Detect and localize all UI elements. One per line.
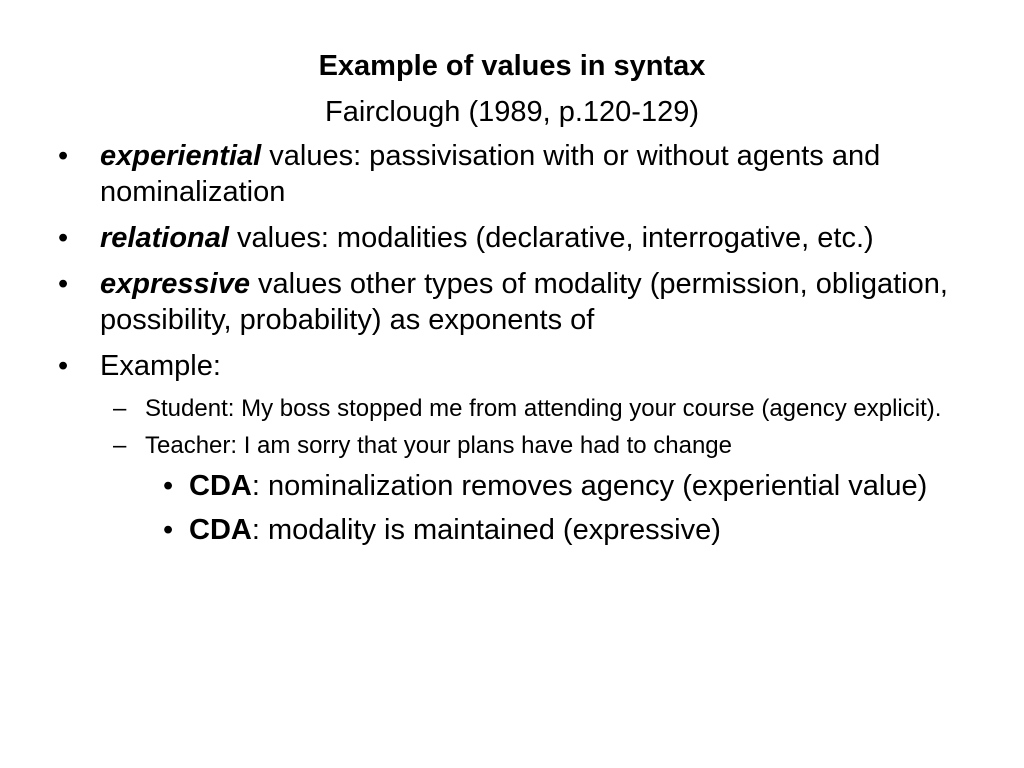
slide-content xyxy=(0,138,1000,556)
bullet-icon: • xyxy=(163,470,174,502)
cda-item-modality xyxy=(0,512,1000,548)
bullet-text: values other types of modality (permission, obligation, possibility, probability) as exponents of xyxy=(100,268,948,336)
bullet-term: expressive xyxy=(100,268,250,300)
bullet-icon: • xyxy=(58,140,69,172)
bullet-icon: • xyxy=(58,222,69,254)
sub-item-text: Student: My boss stopped me from attending your course (agency explicit). xyxy=(145,395,942,422)
bullet-term: experiential xyxy=(100,140,262,172)
sub-item-teacher xyxy=(0,431,1000,461)
bullet-text: values: passivisation with or without agents and nominalization xyxy=(100,140,881,208)
dash-icon: – xyxy=(113,432,127,459)
bullet-term: relational xyxy=(100,222,229,254)
bullet-icon: • xyxy=(58,350,69,382)
bullet-icon: • xyxy=(58,268,69,300)
bullet-experiential xyxy=(0,138,1000,210)
sub-item-text: Teacher: I am sorry that your plans have had to change xyxy=(145,432,733,459)
bullet-text: Example: xyxy=(100,350,221,382)
cda-text: : modality is maintained (expressive) xyxy=(251,514,721,546)
bullet-example xyxy=(0,348,1000,384)
cda-label: CDA xyxy=(189,470,252,502)
bullet-icon: • xyxy=(163,514,174,546)
bullet-text: values: modalities (declarative, interrogative, etc.) xyxy=(228,222,874,254)
dash-icon: – xyxy=(113,395,127,422)
bullet-expressive xyxy=(0,266,1000,338)
slide-subtitle: Fairclough (1989, p.120-129) xyxy=(324,96,699,128)
bullet-relational xyxy=(0,220,1000,256)
cda-label: CDA xyxy=(189,514,252,546)
cda-text: : nominalization removes agency (experiential value) xyxy=(251,470,928,502)
sub-item-student xyxy=(0,394,1000,424)
cda-item-nominalization xyxy=(0,468,1000,504)
slide-title: Example of values in syntax xyxy=(318,50,706,82)
